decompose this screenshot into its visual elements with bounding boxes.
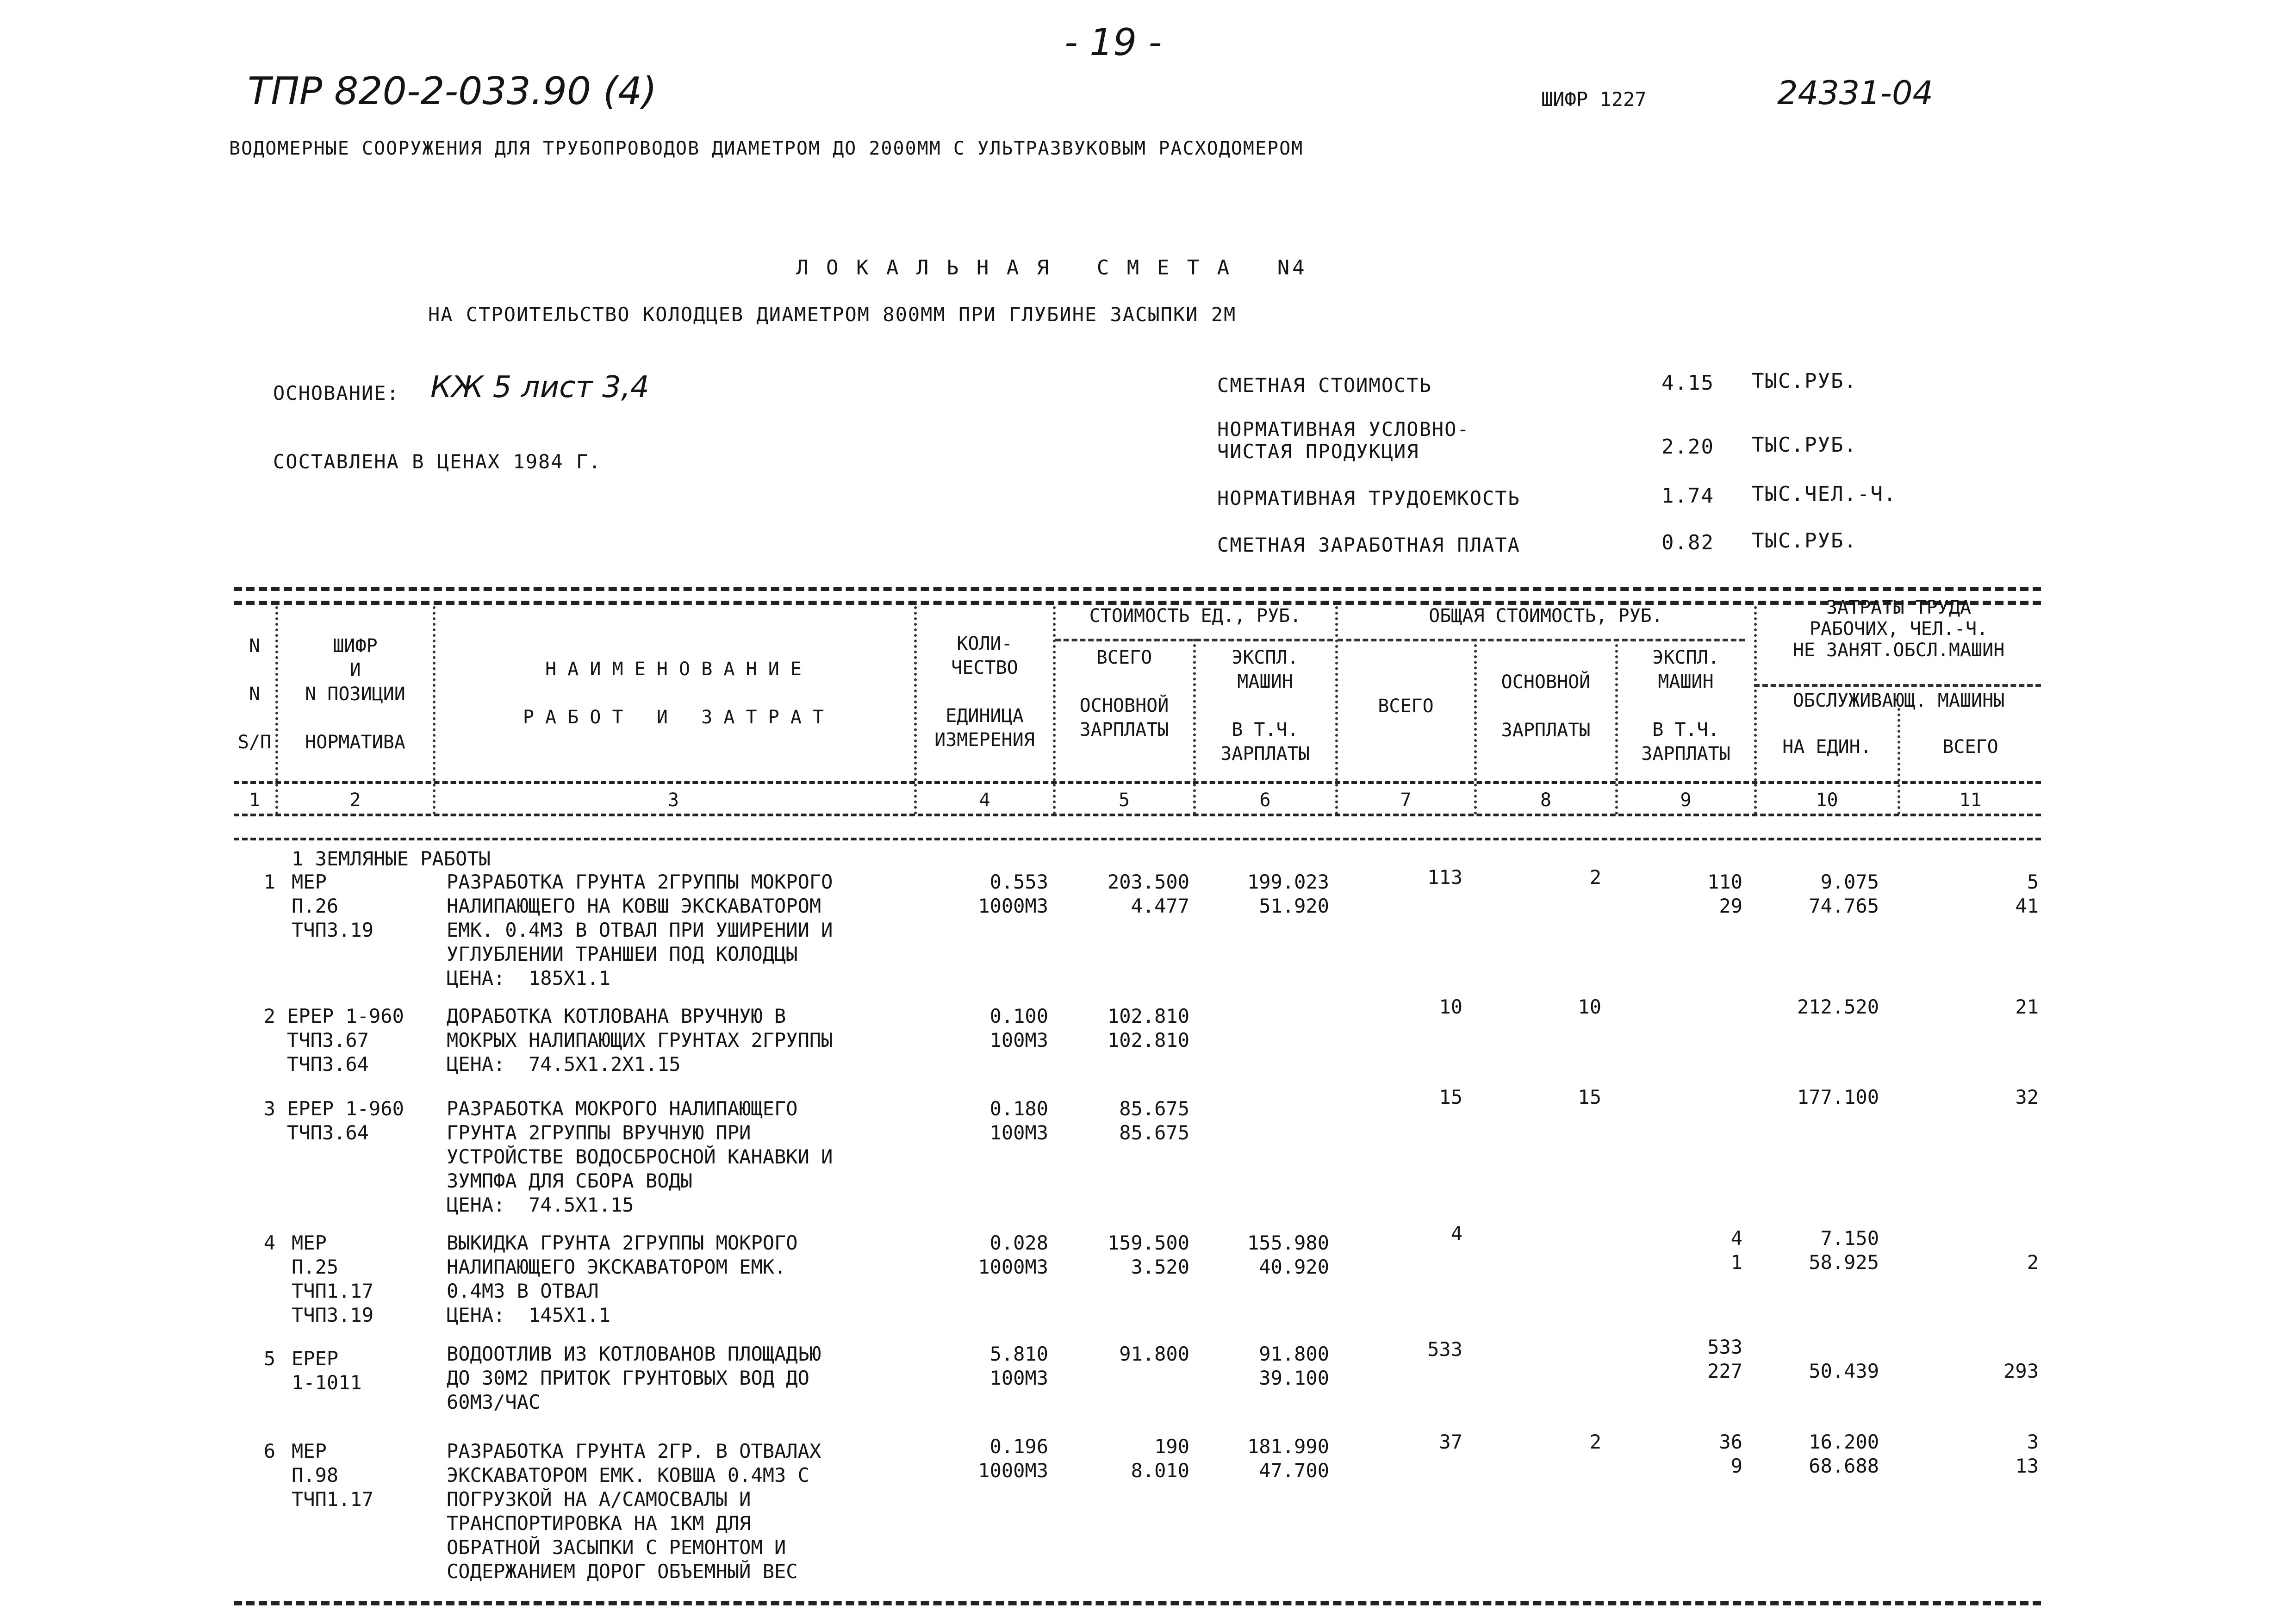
colnum: 4 — [979, 790, 990, 811]
colnum: 3 — [667, 790, 679, 811]
row-number: 2 — [263, 1005, 275, 1027]
row-c5: 159.500 3.520 — [1107, 1231, 1189, 1278]
row-name: РАЗРАБОТКА ГРУНТА 2ГР. В ОТВАЛАХ ЭКСКАВАТОРОМ ЕМК. КОВША 0.4М3 С ПОГРУЗКОЙ НА А/САМОСВАЛЫ И ТРАНСПОРТИРОВКА НА 1КМ ДЛЯ ОБРАТНОЙ ЗАСЫПКИ С РЕМОНТОМ И СОДЕРЖАНИЕМ ДОРОГ ОБЪЕМНЫЙ ВЕС — [447, 1440, 821, 1583]
row-c5: 190 8.010 — [1131, 1435, 1189, 1482]
row-number: 5 — [263, 1347, 275, 1370]
header-total-cost: ОБЩАЯ СТОИМОСТЬ, РУБ. — [1429, 605, 1663, 627]
basis-value: КЖ 5 лист 3,4 — [430, 370, 649, 404]
summary-label: НОРМАТИВНАЯ УСЛОВНО- ЧИСТАЯ ПРОДУКЦИЯ — [1217, 418, 1470, 463]
row-c8: 10 — [1578, 995, 1601, 1018]
header-col-7: ВСЕГО — [1378, 696, 1434, 717]
row-number: 1 — [263, 871, 275, 893]
row-qty: 0.553 1000М3 — [978, 871, 1048, 917]
body-top-rule — [234, 838, 2041, 840]
summary-unit: ТЫС.РУБ. — [1752, 369, 1857, 393]
row-c7: 113 — [1427, 866, 1462, 889]
row-number: 3 — [263, 1097, 275, 1120]
header-col-8: ОСНОВНОЙ ЗАРПЛАТЫ — [1501, 672, 1591, 741]
row-c8: 2 — [1589, 866, 1601, 889]
labor-rule — [1754, 684, 2041, 687]
colnum-bottom-rule — [234, 814, 2041, 816]
row-c9: 533 227 — [1707, 1336, 1742, 1382]
page-number: - 19 - — [1064, 21, 1162, 64]
row-c6: 199.023 51.920 — [1247, 871, 1329, 917]
row-c9: 110 29 — [1707, 871, 1742, 917]
summary-unit: ТЫС.РУБ. — [1752, 433, 1857, 457]
row-name: ДОРАБОТКА КОТЛОВАНА ВРУЧНУЮ В МОКРЫХ НАЛИПАЮЩИХ ГРУНТАХ 2ГРУППЫ ЦЕНА: 74.5X1.2X1.15 — [447, 1005, 833, 1076]
summary-value: 1.74 — [1661, 484, 1714, 508]
row-c10: 9.075 74.765 — [1809, 871, 1879, 917]
row-c5: 91.800 — [1119, 1343, 1189, 1365]
header-col-2: ШИФР И N ПОЗИЦИИ НОРМАТИВА — [305, 635, 405, 753]
header-col-11: ВСЕГО — [1942, 736, 1998, 758]
row-c11: 32 — [2015, 1086, 2039, 1108]
colnum: 6 — [1259, 790, 1271, 811]
colnum: 1 — [249, 790, 261, 811]
row-number: 4 — [263, 1231, 275, 1254]
row-c10: 177.100 — [1797, 1086, 1879, 1108]
colnum: 2 — [349, 790, 361, 811]
row-code: ЕРЕР 1-960 ТЧП3.67 ТЧП3.64 — [287, 1005, 404, 1076]
estimate-title: Л О К А Л Ь Н А Я С М Е Т А N4 — [796, 256, 1307, 280]
header-bottom-rule — [234, 781, 2041, 784]
row-qty: 0.180 100М3 — [989, 1097, 1048, 1144]
row-name: ВОДООТЛИВ ИЗ КОТЛОВАНОВ ПЛОЩАДЬЮ ДО 30М2 ПРИТОК ГРУНТОВЫХ ВОД ДО 60М3/ЧАС — [447, 1343, 821, 1413]
row-c10: 212.520 — [1797, 995, 1879, 1018]
row-c7: 4 — [1450, 1222, 1462, 1245]
row-qty: 5.810 100М3 — [989, 1343, 1048, 1389]
colnum: 5 — [1118, 790, 1130, 811]
row-c10: 7.150 58.925 — [1809, 1227, 1879, 1274]
document-code: ТПР 820-2-033.90 (4) — [248, 69, 657, 113]
header-col-1: N N S/П — [237, 635, 272, 753]
row-c8: 15 — [1578, 1086, 1601, 1108]
summary-value: 2.20 — [1661, 435, 1714, 459]
row-c10: 16.200 68.688 — [1809, 1430, 1879, 1477]
header-col-3: Н А И М Е Н О В А Н И Е Р А Б О Т И З А Т Р А Т — [523, 659, 824, 728]
cipher-label: ШИФР 1227 — [1541, 88, 1647, 111]
colnum: 11 — [1959, 790, 1982, 811]
estimate-subtitle: НА СТРОИТЕЛЬСТВО КОЛОДЦЕВ ДИАМЕТРОМ 800ММ ПРИ ГЛУБИНЕ ЗАСЫПКИ 2М — [428, 303, 1237, 326]
row-code: ЕРЕР 1-1011 — [292, 1347, 362, 1394]
header-col-10: НА ЕДИН. — [1782, 736, 1872, 758]
summary-label: СМЕТНАЯ СТОИМОСТЬ — [1217, 374, 1432, 397]
row-name: ВЫКИДКА ГРУНТА 2ГРУППЫ МОКРОГО НАЛИПАЮЩЕГО ЭКСКАВАТОРОМ ЕМК. 0.4М3 В ОТВАЛ ЦЕНА: 145X1.1 — [447, 1231, 798, 1326]
row-name: РАЗРАБОТКА ГРУНТА 2ГРУППЫ МОКРОГО НАЛИПАЮЩЕГО НА КОВШ ЭКСКАВАТОРОМ ЕМК. 0.4М3 В ОТВАЛ ПРИ УШИРЕНИИ И УГЛУБЛЕНИИ ТРАНШЕИ ПОД КОЛОДЦЫ ЦЕНА: 185X1.1 — [447, 871, 833, 989]
row-c7: 533 — [1427, 1338, 1462, 1361]
colnum: 7 — [1400, 790, 1412, 811]
row-c5: 203.500 4.477 — [1107, 871, 1189, 917]
row-qty: 0.196 1000М3 — [978, 1435, 1048, 1482]
row-c11: 5 41 — [2015, 871, 2039, 917]
table-top-rule — [234, 587, 2041, 591]
section-title: 1 ЗЕМЛЯНЫЕ РАБОТЫ — [292, 847, 491, 870]
row-number: 6 — [263, 1440, 275, 1462]
summary-unit: ТЫС.ЧЕЛ.-Ч. — [1752, 482, 1897, 506]
summary-unit: ТЫС.РУБ. — [1752, 529, 1857, 553]
summary-value: 4.15 — [1661, 371, 1714, 395]
row-code: МЕР П.25 ТЧП1.17 ТЧП3.19 — [292, 1231, 374, 1326]
header-labor: ЗАТРАТЫ ТРУДА РАБОЧИХ, ЧЕЛ.-Ч. НЕ ЗАНЯТ.ОБСЛ.МАШИН — [1792, 597, 2005, 661]
summary-value: 0.82 — [1661, 531, 1714, 554]
document-number: 24331-04 — [1777, 74, 1934, 112]
row-c5: 102.810 102.810 — [1107, 1005, 1189, 1051]
row-c10: 50.439 — [1809, 1360, 1879, 1382]
row-c11: 293 — [2004, 1360, 2039, 1382]
row-c9: 4 1 — [1730, 1227, 1742, 1274]
row-code: ЕРЕР 1-960 ТЧП3.64 — [287, 1097, 404, 1144]
colnum: 10 — [1816, 790, 1838, 811]
header-col-5: ВСЕГО ОСНОВНОЙ ЗАРПЛАТЫ — [1079, 647, 1169, 740]
header-labor-sub: ОБСЛУЖИВАЮЩ. МАШИНЫ — [1792, 690, 2005, 711]
header-col-4: КОЛИ- ЧЕСТВО ЕДИНИЦА ИЗМЕРЕНИЯ — [934, 633, 1035, 751]
project-title: ВОДОМЕРНЫЕ СООРУЖЕНИЯ ДЛЯ ТРУБОПРОВОДОВ ДИАМЕТРОМ ДО 2000ММ С УЛЬТРАЗВУКОВЫМ РАСХОДОМЕРОМ — [229, 138, 1304, 159]
basis-label: ОСНОВАНИЕ: — [273, 382, 399, 404]
summary-label: СМЕТНАЯ ЗАРАБОТНАЯ ПЛАТА — [1217, 534, 1520, 556]
table-bottom-rule — [234, 1601, 2041, 1605]
row-name: РАЗРАБОТКА МОКРОГО НАЛИПАЮЩЕГО ГРУНТА 2ГРУППЫ ВРУЧНУЮ ПРИ УСТРОЙСТВЕ ВОДОСБРОСНОЙ КАНАВКИ И ЗУМПФА ДЛЯ СБОРА ВОДЫ ЦЕНА: 74.5X1.15 — [447, 1097, 833, 1216]
row-qty: 0.100 100М3 — [989, 1005, 1048, 1051]
colnum: 8 — [1540, 790, 1552, 811]
summary-label: НОРМАТИВНАЯ ТРУДОЕМКОСТЬ — [1217, 487, 1520, 510]
row-c7: 10 — [1439, 995, 1462, 1018]
row-code: МЕР П.98 ТЧП1.17 — [292, 1440, 374, 1511]
row-c5: 85.675 85.675 — [1119, 1097, 1189, 1144]
row-c8: 2 — [1589, 1430, 1601, 1453]
colnum: 9 — [1680, 790, 1692, 811]
row-code: МЕР П.26 ТЧП3.19 — [292, 871, 374, 941]
row-c7: 15 — [1439, 1086, 1462, 1108]
prices-note: СОСТАВЛЕНА В ЦЕНАХ 1984 Г. — [273, 450, 602, 473]
row-c11: 21 — [2015, 995, 2039, 1018]
row-c7: 37 — [1439, 1430, 1462, 1453]
row-c9: 36 9 — [1719, 1430, 1742, 1477]
row-c6: 181.990 47.700 — [1247, 1435, 1329, 1482]
header-col-6: ЭКСПЛ. МАШИН В Т.Ч. ЗАРПЛАТЫ — [1220, 647, 1310, 765]
header-col-9: ЭКСПЛ. МАШИН В Т.Ч. ЗАРПЛАТЫ — [1641, 647, 1730, 765]
row-c11: 3 13 — [2015, 1430, 2039, 1477]
row-c6: 155.980 40.920 — [1247, 1231, 1329, 1278]
total-cost-rule — [1338, 639, 1745, 641]
row-c11: 2 — [2027, 1251, 2039, 1274]
row-qty: 0.028 1000М3 — [978, 1231, 1048, 1278]
row-c6: 91.800 39.100 — [1259, 1343, 1329, 1389]
header-unit-cost: СТОИМОСТЬ ЕД., РУБ. — [1089, 605, 1301, 627]
